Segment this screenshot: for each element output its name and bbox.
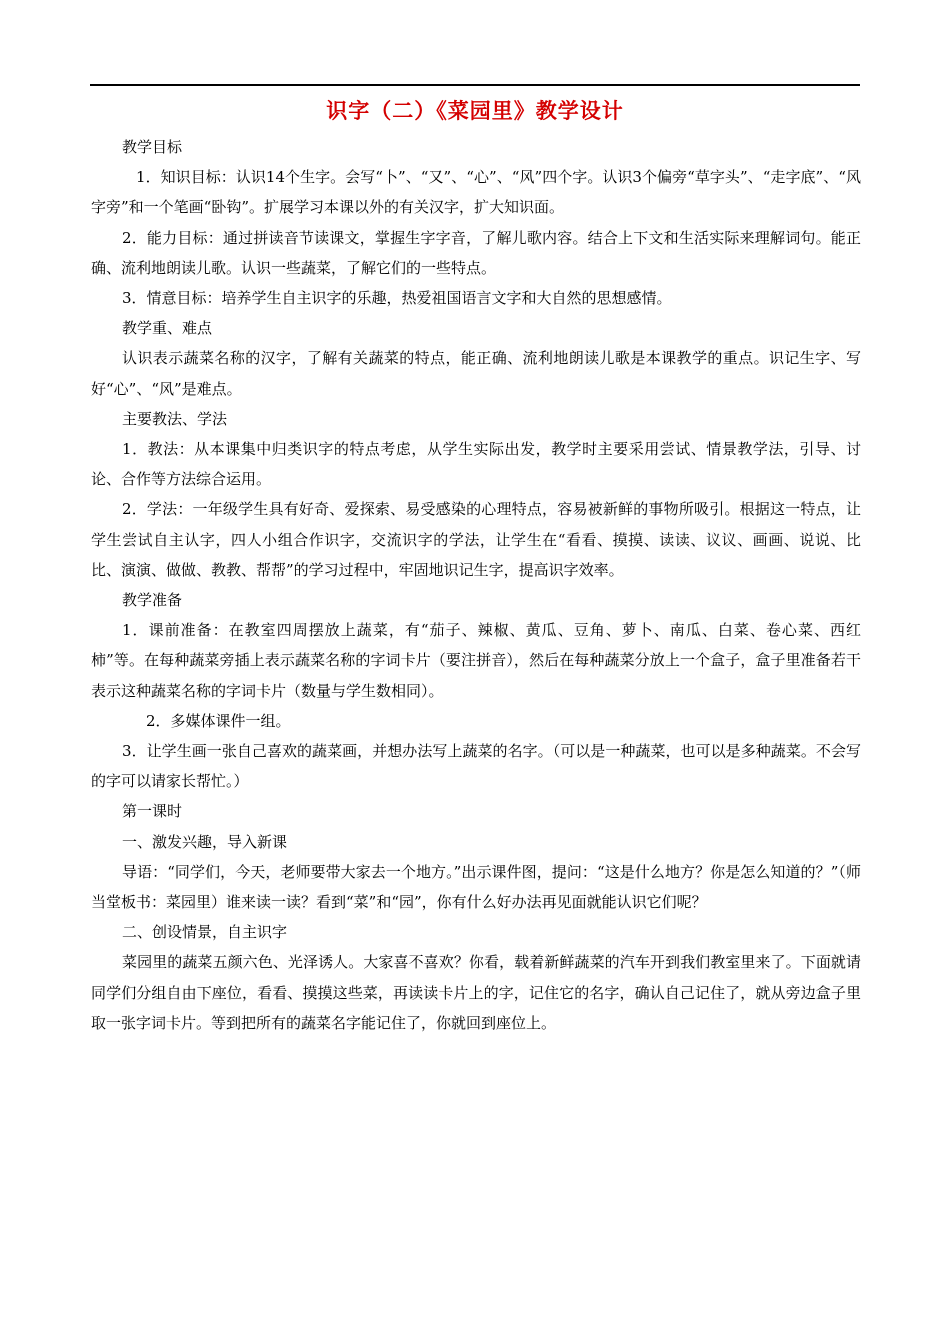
section-heading-key-points: 教学重、难点 xyxy=(122,319,213,338)
paragraph-emotion-goal: 3．情意目标：培养学生自主识字的乐趣，热爱祖国语言文字和大自然的思想感情。 xyxy=(122,289,672,308)
paragraph-teaching-method: 1．教法：从本课集中归类识字的特点考虑，从学生实际出发，教学时主要采用尝试、情景教学法，引导、讨论、合作等方法综合运用。 xyxy=(91,440,861,489)
paragraph-key-points: 认识表示蔬菜名称的汉字，了解有关蔬菜的特点，能正确、流利地朗读儿歌是本课教学的重点。识记生字、写好“心”、“风”是难点。 xyxy=(91,349,861,398)
paragraph-introduction: 导语：“同学们，今天，老师要带大家去一个地方。”出示课件图，提问：“这是什么地方？你是怎么知道的？”（师当堂板书：菜园里）谁来读一读？看到“菜”和“园”，你有什么好办法再见面就能认识它们呢？ xyxy=(91,862,861,912)
paragraph-ability-goal: 2．能力目标：通过拼读音节读课文，掌握生字字音，了解儿歌内容。结合上下文和生活实际来理解词句。能正确、流利地朗读儿歌。认识一些蔬菜，了解它们的一些特点。 xyxy=(91,228,861,277)
document-title: 识字（二）《菜园里》教学设计 xyxy=(326,98,624,123)
section-heading-preparation: 教学准备 xyxy=(122,591,183,610)
paragraph-learning-method: 2．学法：一年级学生具有好奇、爱探索、易受感染的心理特点，容易被新鲜的事物所吸引。根据这一特点，让学生尝试自主认字，四人小组合作识字，交流识字的学法，让学生在“看看、摸摸、读读、议议、画画、说说、比比、演演、做做、教教、帮帮”的学习过程中，牢固地识记生字，提高识字效率。 xyxy=(91,500,861,579)
section-heading-first-lesson: 第一课时 xyxy=(122,802,183,821)
header-rule xyxy=(90,84,860,86)
paragraph-self-literacy: 菜园里的蔬菜五颜六色、光泽诱人。大家喜不喜欢？你看，载着新鲜蔬菜的汽车开到我们教室里来了。下面就请同学们分组自由下座位，看看、摸摸这些菜，再读读卡片上的字，记住它的名字，确认自己记住了，就从旁边盒子里取一张字词卡片。等到把所有的蔬菜名字能记住了，你就回到座位上。 xyxy=(91,953,861,1032)
section-heading-methods: 主要教法、学法 xyxy=(122,409,228,428)
paragraph-multimedia: 2．多媒体课件一组。 xyxy=(146,711,291,730)
subheading-self-literacy: 二、创设情景，自主识字 xyxy=(122,923,288,942)
paragraph-pre-class-prep: 1．课前准备：在教室四周摆放上蔬菜，有“茄子、辣椒、黄瓜、豆角、萝卜、南瓜、白菜、卷心菜、西红柿”等。在每种蔬菜旁插上表示蔬菜名称的字词卡片（要注拼音），然后在每种蔬菜分放上一个盒子，盒子里准备若干表示这种蔬菜名称的字词卡片（数量与学生数相同）。 xyxy=(91,621,861,700)
document-body xyxy=(91,132,861,1038)
subheading-introduction: 一、激发兴趣，导入新课 xyxy=(122,832,288,851)
section-heading-teaching-goals: 教学目标 xyxy=(122,138,183,156)
paragraph-drawing-task: 3．让学生画一张自己喜欢的蔬菜画，并想办法写上蔬菜的名字。（可以是一种蔬菜，也可以是多种蔬菜。不会写的字可以请家长帮忙。） xyxy=(91,742,861,791)
paragraph-knowledge-goal: 1．知识目标：认识14个生字。会写“卜”、“又”、“心”、“风”四个字。认识3个偏旁“草字头”、“走字底”、“风字旁”和一个笔画“卧钩”。扩展学习本课以外的有关汉字，扩大知识面。 xyxy=(91,168,861,217)
